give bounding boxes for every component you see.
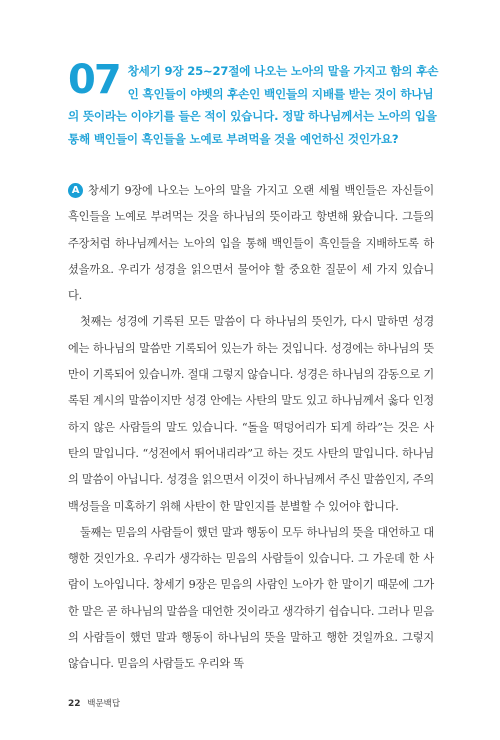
book-title: 백문백답 — [87, 699, 121, 709]
answer-block — [68, 178, 434, 678]
question-text: 창세기 9장 25~27절에 나오는 노아의 말을 가지고 함의 후손인 흑인들이 야벳의 후손인 백인들의 지배를 받는 것이 하나님의 뜻이라는 이야기를 들은 적이 있습니다. 정말 하나님께서는 노아의 입을 통해 백인들이 흑인들을 노예로 부려먹을 것을 예언하신 것인가요? — [68, 64, 439, 146]
question-block — [68, 57, 440, 150]
answer-paragraph-1 — [68, 178, 434, 309]
answer-paragraph-3: 둘째는 믿음의 사람들이 했던 말과 행동이 모두 하나님의 뜻을 대언하고 대행한 것인가요. 우리가 생각하는 믿음의 사람들이 있습니다. 그 가운데 한 사람이 노아입니다. 창세기 9장은 믿음의 사람인 노아가 한 말이기 때문에 그가 한 말은 곧 하나님의 말씀을 대언한 것이라고 생각하기 쉽습니다. 그러나 믿음의 사람들이 했던 말과 행동이 하나님의 뜻을 말하고 행한 것일까요. 그렇지 않습니다. 믿음의 사람들도 우리와 똑 — [68, 525, 434, 671]
answer-paragraph-2: 첫째는 성경에 기록된 모든 말씀이 다 하나님의 뜻인가, 다시 말하면 성경에는 하나님의 말씀만 기록되어 있는가 하는 것입니다. 성경에는 하나님의 뜻만이 기록되어 있습니까. 절대 그렇지 않습니다. 성경은 하나님의 감동으로 기록된 계시의 말씀이지만 성경 안에는 사탄의 말도 있고 하나님께서 옳다 인정하지 않은 사람들의 말도 있습니다. “돌을 떡덩어리가 되게 하라”는 것은 사탄의 말입니다. “성전에서 뛰어내리라”고 하는 것도 사탄의 말입니다. 하나님의 말씀이 아닙니다. 성경을 읽으면서 이것이 하나님께서 주신 말씀인지, 주의 백성들을 미혹하기 위해 사탄이 한 말인지를 분별할 수 있어야 합니다. — [68, 315, 434, 513]
page-number: 22 — [68, 699, 81, 709]
question-number: 07 — [68, 57, 120, 103]
page-footer — [68, 697, 120, 709]
answer-badge-icon: A — [68, 183, 83, 198]
answer-paragraph-1-text: 창세기 9장에 나오는 노아의 말을 가지고 오랜 세월 백인들은 자신들이 흑인들을 노예로 부려먹는 것을 하나님의 뜻이라고 항변해 왔습니다. 그들의 주장처럼 하나님께서는 노아의 입을 통해 백인들이 흑인들을 지배하도록 하셨을까요. 우리가 성경을 읽으면서 물어야 할 중요한 질문이 세 가지 있습니다. — [68, 184, 434, 303]
